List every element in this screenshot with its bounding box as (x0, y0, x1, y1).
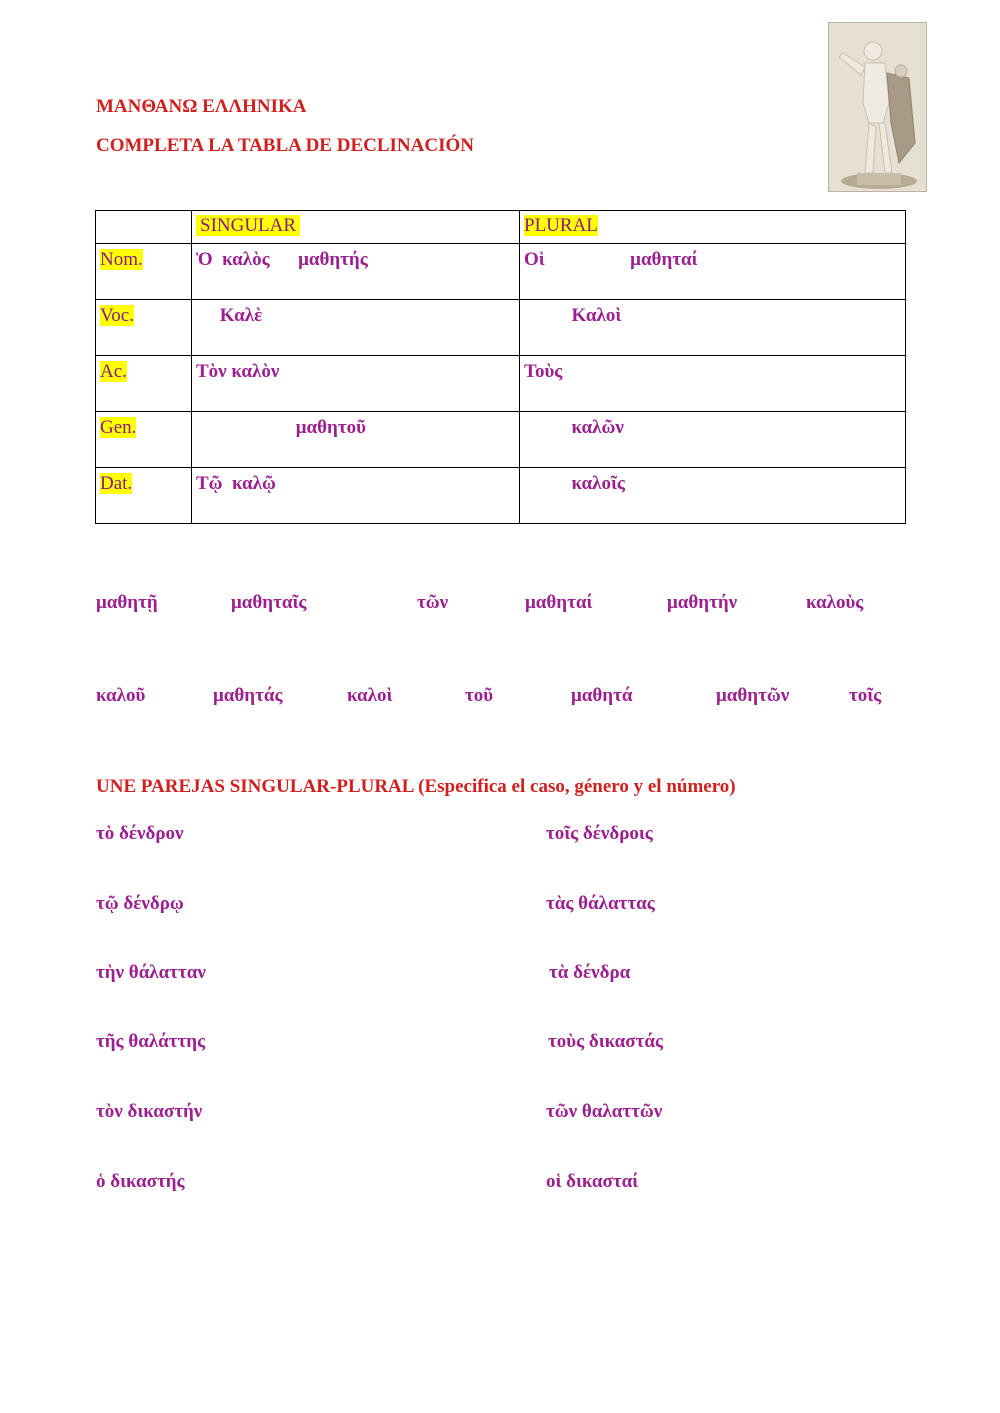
word-bank-item[interactable]: μαθηταῖς (231, 592, 307, 613)
header-singular: SINGULAR (192, 211, 520, 244)
worksheet-title: ΜΑΝΘΑΝΩ ΕΛΛΗΝΙΚΑ (96, 96, 307, 117)
pair-right-item[interactable]: τοῖς δένδροις (546, 823, 653, 844)
word-bank-item[interactable]: τοῦ (465, 685, 494, 706)
plural-cell[interactable]: Οἱ μαθηταί (520, 244, 906, 300)
word-bank-item[interactable]: μαθητήν (667, 592, 738, 613)
task-heading: COMPLETA LA TABLA DE DECLINACIÓN (96, 135, 474, 156)
singular-cell[interactable]: Τὸν καλὸν (192, 356, 520, 412)
word-bank-item[interactable]: τῶν (417, 592, 449, 613)
pair-right-item[interactable]: τῶν θαλαττῶν (546, 1101, 663, 1122)
case-label: Gen. (96, 412, 192, 468)
pair-right-item[interactable]: τὰς θάλαττας (546, 893, 655, 914)
case-label: Nom. (96, 244, 192, 300)
word-bank-item[interactable]: καλοὺς (806, 592, 864, 613)
singular-cell[interactable]: μαθητοῦ (192, 412, 520, 468)
singular-cell[interactable]: Ὁ καλὸς μαθητής (192, 244, 520, 300)
header-empty-cell (96, 211, 192, 244)
singular-cell[interactable]: Καλὲ (192, 300, 520, 356)
pair-left-item[interactable]: τὴν θάλατταν (96, 962, 206, 983)
plural-cell[interactable]: καλοῖς (520, 468, 906, 524)
case-label: Ac. (96, 356, 192, 412)
word-bank-item[interactable]: μαθητά (571, 685, 633, 706)
case-label: Voc. (96, 300, 192, 356)
declension-table (95, 210, 906, 524)
pair-left-item[interactable]: ὁ δικαστής (96, 1171, 185, 1192)
word-bank-item[interactable]: μαθητῶν (716, 685, 790, 706)
singular-cell[interactable]: Τῷ καλῷ (192, 468, 520, 524)
header-plural: PLURAL (520, 211, 906, 244)
greek-statue-image (828, 22, 927, 192)
pair-right-item[interactable]: οἱ δικασταί (546, 1171, 639, 1192)
pair-right-item[interactable]: τοὺς δικαστάς (548, 1031, 663, 1052)
pair-left-item[interactable]: τὸ δένδρον (96, 823, 184, 844)
pair-left-item[interactable]: τῷ δένδρῳ (96, 893, 184, 914)
word-bank-item[interactable]: καλοὶ (347, 685, 393, 706)
word-bank-item[interactable]: μαθητάς (213, 685, 283, 706)
word-bank-item[interactable]: μαθητῇ (96, 592, 158, 613)
word-bank-item[interactable]: μαθηταί (525, 592, 593, 613)
plural-cell[interactable]: καλῶν (520, 412, 906, 468)
pairs-section-title: UNE PAREJAS SINGULAR-PLURAL (Especifica el caso, género y el número) (96, 776, 736, 797)
word-bank-item[interactable]: καλοῦ (96, 685, 146, 706)
pair-left-item[interactable]: τὸν δικαστήν (96, 1101, 203, 1122)
plural-cell[interactable]: Τοὺς (520, 356, 906, 412)
pair-right-item[interactable]: τὰ δένδρα (549, 962, 631, 983)
word-bank-item[interactable]: τοῖς (849, 685, 882, 706)
plural-cell[interactable]: Καλοὶ (520, 300, 906, 356)
case-label: Dat. (96, 468, 192, 524)
pair-left-item[interactable]: τῆς θαλάττης (96, 1031, 206, 1052)
